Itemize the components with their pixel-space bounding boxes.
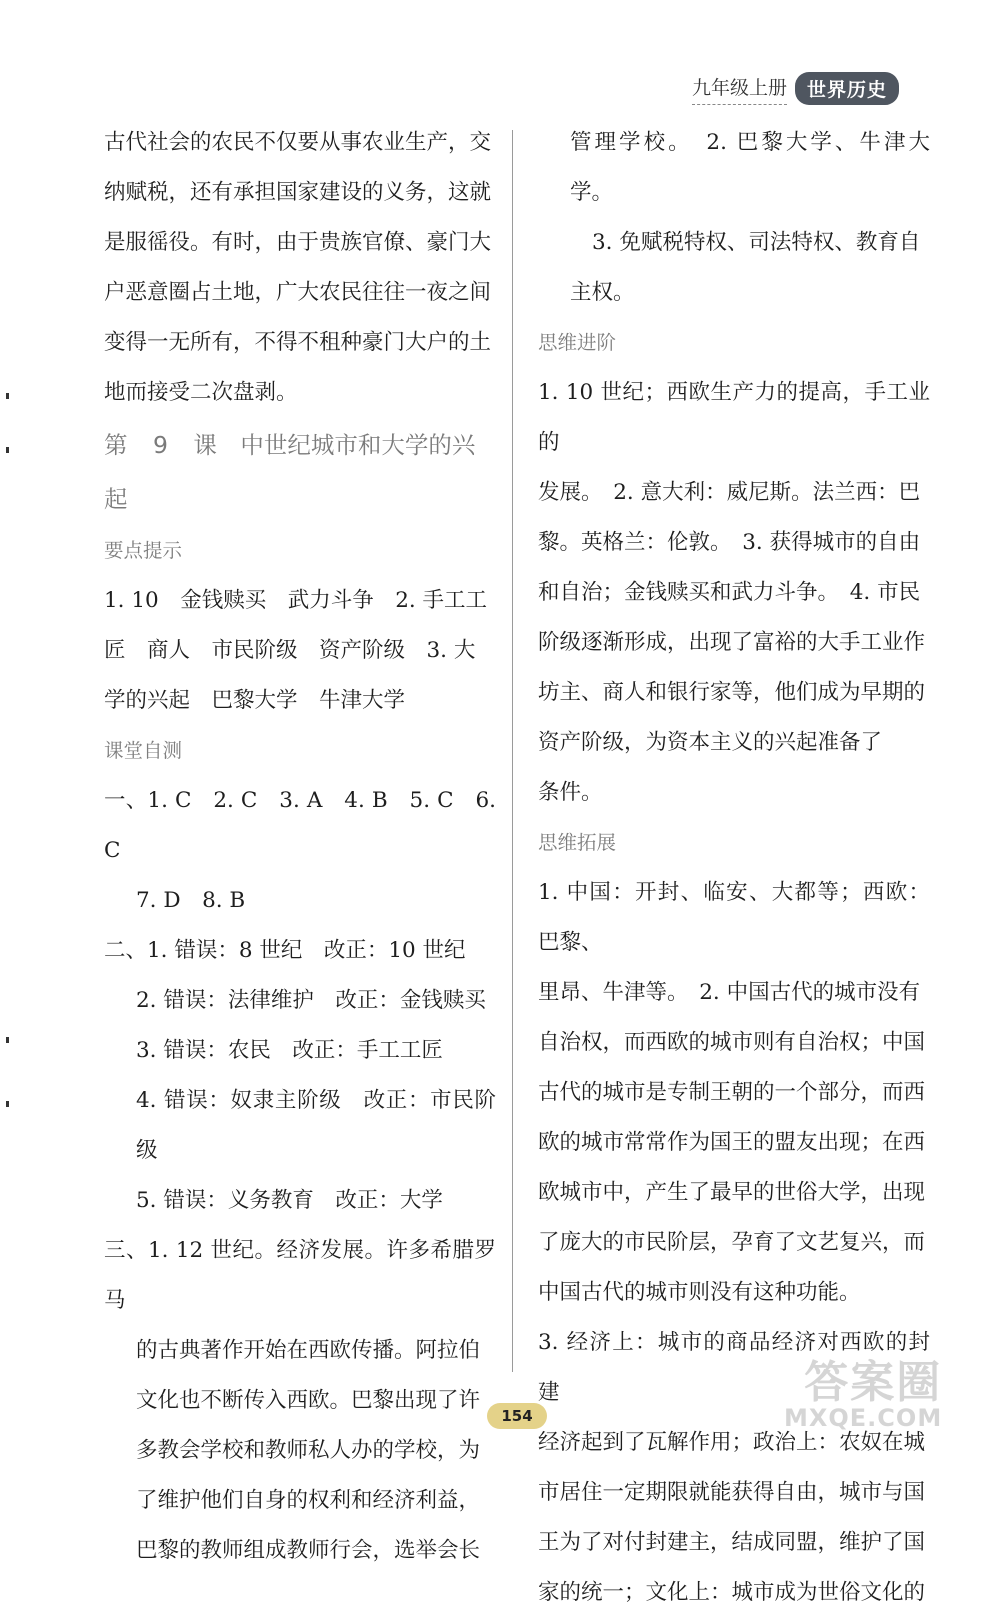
text-line: 市居住一定期限就能获得自由，城市与国	[538, 1480, 926, 1505]
text-line: 坊主、商人和银行家等，他们成为早期的	[538, 680, 926, 705]
text-line: 1. 10 世纪；西欧生产力的提高，手工业的	[538, 380, 930, 455]
answer-line: 5. 错误：义务教育 改正：大学	[136, 1188, 443, 1213]
answer-line: 三、1. 12 世纪。经济发展。许多希腊罗马	[104, 1238, 496, 1313]
watermark-url: MXQE.COM	[784, 1404, 943, 1432]
text-line: 1. 10 金钱赎买 武力斗争 2. 手工工	[104, 588, 488, 613]
text-line: 匠 商人 市民阶级 资产阶级 3. 大	[104, 638, 476, 663]
answer-line: 一、1. C 2. C 3. A 4. B 5. C 6. C	[104, 788, 496, 863]
answer-line: 2. 错误：法律维护 改正：金钱赎买	[136, 988, 486, 1013]
text-line: 是服徭役。有时，由于贵族官僚、豪门大	[104, 230, 492, 255]
text-line: 经济起到了瓦解作用；政治上：农奴在城	[538, 1430, 926, 1455]
section-heading: 思维拓展	[538, 831, 617, 854]
text-line: 古代社会的农民不仅要从事农业生产，交	[104, 130, 492, 155]
answer-line: 管理学校。 2. 巴黎大学、牛津大学。	[570, 130, 930, 205]
answer-line: 了维护他们自身的权利和经济利益，	[136, 1488, 481, 1513]
left-column	[104, 118, 496, 1576]
subject-badge: 世界历史	[795, 72, 899, 105]
text-line: 欧的城市常常作为国王的盟友出现；在西	[538, 1130, 926, 1155]
margin-mark	[6, 1101, 9, 1107]
margin-mark	[6, 393, 9, 399]
text-line: 变得一无所有，不得不租种豪门大户的土	[104, 330, 492, 355]
text-line: 条件。	[538, 780, 603, 805]
answer-line: 文化也不断传入西欧。巴黎出现了许	[136, 1388, 481, 1413]
watermark	[784, 1346, 942, 1432]
grade-label: 九年级上册	[692, 73, 787, 105]
margin-mark	[6, 1037, 9, 1043]
text-line: 纳赋税，还有承担国家建设的义务，这就	[104, 180, 492, 205]
text-line: 户恶意圈占土地，广大农民往往一夜之间	[104, 280, 492, 305]
page-header	[692, 72, 899, 105]
section-heading: 要点提示	[104, 539, 183, 562]
text-line: 王为了对付封建主，结成同盟，维护了国	[538, 1530, 926, 1555]
watermark-text: 答案圈	[804, 1357, 943, 1408]
answer-line: 主权。	[570, 280, 635, 305]
column-divider	[512, 130, 513, 1372]
text-line: 黎。英格兰：伦敦。 3. 获得城市的自由	[538, 530, 921, 555]
answer-line: 巴黎的教师组成教师行会，选举会长	[136, 1538, 481, 1563]
text-line: 阶级逐渐形成，出现了富裕的大手工业作	[538, 630, 926, 655]
text-line: 自治权，而西欧的城市则有自治权；中国	[538, 1030, 926, 1055]
text-line: 1. 中国：开封、临安、大都等；西欧：巴黎、	[538, 880, 930, 955]
answer-line: 3. 免赋税特权、司法特权、教育自	[592, 230, 921, 255]
answer-line: 多教会学校和教师私人办的学校，为	[136, 1438, 481, 1463]
margin-mark	[6, 447, 9, 453]
text-line: 欧城市中，产生了最早的世俗大学，出现	[538, 1180, 926, 1205]
text-line: 资产阶级，为资本主义的兴起准备了	[538, 730, 883, 755]
section-heading: 课堂自测	[104, 739, 183, 762]
text-line: 发展。 2. 意大利：威尼斯。法兰西：巴	[538, 480, 921, 505]
text-line: 和自治；金钱赎买和武力斗争。 4. 市民	[538, 580, 921, 605]
lesson-title: 第 9 课 中世纪城市和大学的兴起	[104, 431, 476, 513]
answer-line: 7. D 8. B	[136, 888, 246, 913]
text-line: 地而接受二次盘剥。	[104, 380, 298, 405]
text-line: 家的统一；文化上：城市成为世俗文化的	[538, 1580, 926, 1605]
text-line: 学的兴起 巴黎大学 牛津大学	[104, 688, 406, 713]
answer-line: 4. 错误：奴隶主阶级 改正：市民阶级	[136, 1088, 496, 1163]
text-line: 中国古代的城市则没有这种功能。	[538, 1280, 861, 1305]
text-line: 里昂、牛津等。 2. 中国古代的城市没有	[538, 980, 921, 1005]
answer-line: 二、1. 错误：8 世纪 改正：10 世纪	[104, 938, 466, 963]
text-line: 古代的城市是专制王朝的一个部分，而西	[538, 1080, 926, 1105]
answer-line: 的古典著作开始在西欧传播。阿拉伯	[136, 1338, 481, 1363]
text-line: 了庞大的市民阶层，孕育了文艺复兴，而	[538, 1230, 926, 1255]
section-heading: 思维进阶	[538, 331, 617, 354]
intro-paragraph	[104, 118, 496, 418]
text-line: 3. 经济上：城市的商品经济对西欧的封建	[538, 1330, 930, 1405]
page-number: 154	[487, 1403, 547, 1429]
answer-line: 3. 错误：农民 改正：手工工匠	[136, 1038, 443, 1063]
